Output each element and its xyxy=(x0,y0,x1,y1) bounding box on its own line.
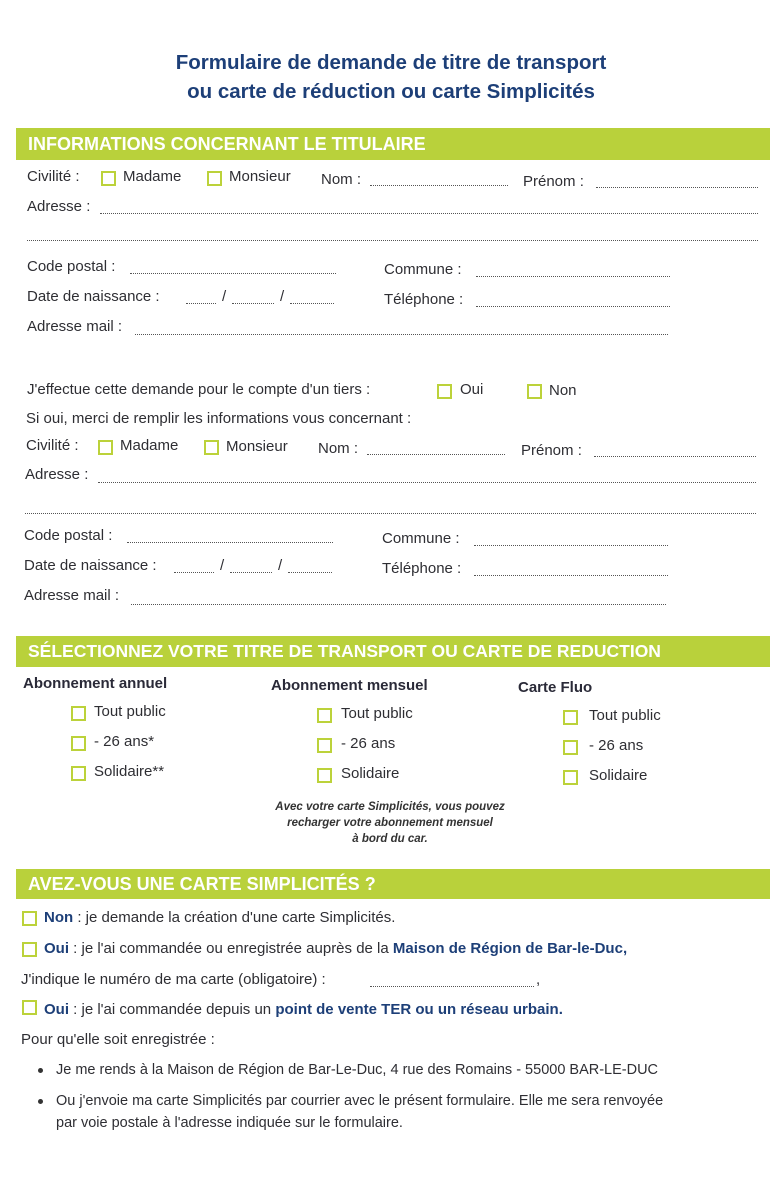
bullet-2-text-line1: Ou j'envoie ma carte Simplicités par courrier avec le présent formulaire. Elle me sera renvoyée xyxy=(56,1093,664,1109)
form-title-line2: ou carte de réduction ou carte Simplicités xyxy=(187,80,595,103)
form-title-line1: Formulaire de demande de titre de transport xyxy=(175,51,607,74)
requester-birth-year-field[interactable] xyxy=(288,572,332,573)
abonnement-annuel-title: Abonnement annuel xyxy=(23,675,168,692)
date-naissance-label: Date de naissance : xyxy=(24,557,157,574)
requester-code-postal-field[interactable] xyxy=(127,542,333,543)
option-label: Tout public xyxy=(341,705,413,722)
holder-birth-year-field[interactable] xyxy=(290,303,334,304)
simplicites-non-checkbox[interactable] xyxy=(22,911,37,926)
option-label: - 26 ans xyxy=(341,735,396,752)
simplicites-note-line3: à bord du car. xyxy=(352,833,428,845)
civilite-label: Civilité : xyxy=(26,437,79,454)
oui-maison-text: : je l'ai commandée ou enregistrée auprès de la xyxy=(73,940,389,957)
simplicites-oui-ter-checkbox[interactable] xyxy=(22,1000,37,1015)
holder-prenom-field[interactable] xyxy=(596,187,758,188)
adresse-label: Adresse : xyxy=(27,198,91,215)
monsieur-label: Monsieur xyxy=(229,168,291,185)
option-label: Solidaire** xyxy=(94,763,165,780)
adresse-mail-label: Adresse mail : xyxy=(24,587,120,604)
fluo-moins-26-checkbox[interactable] xyxy=(563,740,578,755)
tiers-oui-checkbox[interactable] xyxy=(437,384,452,399)
abonnement-mensuel-title: Abonnement mensuel xyxy=(271,677,428,694)
oui-label: Oui xyxy=(44,1001,69,1018)
mensuel-moins-26-checkbox[interactable] xyxy=(317,738,332,753)
tiers-instructions: Si oui, merci de remplir les informations vous concernant : xyxy=(26,410,412,427)
oui-label: Oui xyxy=(460,381,484,398)
requester-email-field[interactable] xyxy=(131,604,666,605)
fluo-solidaire-checkbox[interactable] xyxy=(563,770,578,785)
option-label: Tout public xyxy=(589,707,661,724)
carte-number-comma: , xyxy=(536,971,541,988)
date-separator: / xyxy=(278,557,283,574)
holder-adresse-field-2[interactable] xyxy=(27,240,758,241)
non-text: : je demande la création d'une carte Simplicités. xyxy=(77,909,396,926)
commune-label: Commune : xyxy=(382,530,460,547)
annuel-tout-public-checkbox[interactable] xyxy=(71,706,86,721)
option-label: - 26 ans xyxy=(589,737,644,754)
pour-quelle-text: Pour qu'elle soit enregistrée : xyxy=(21,1031,215,1048)
requester-prenom-field[interactable] xyxy=(594,456,756,457)
requester-adresse-field[interactable] xyxy=(98,482,756,483)
holder-nom-field[interactable] xyxy=(370,185,508,186)
prenom-label: Prénom : xyxy=(521,442,582,459)
telephone-label: Téléphone : xyxy=(384,291,464,308)
requester-telephone-field[interactable] xyxy=(474,575,668,576)
simplicites-note-line2: recharger votre abonnement mensuel xyxy=(287,817,493,829)
bullet-dot xyxy=(38,1099,43,1104)
carte-number-field[interactable] xyxy=(370,986,534,987)
requester-nom-field[interactable] xyxy=(367,454,505,455)
holder-telephone-field[interactable] xyxy=(476,306,670,307)
holder-adresse-field[interactable] xyxy=(100,213,758,214)
code-postal-label: Code postal : xyxy=(27,258,116,275)
adresse-mail-label: Adresse mail : xyxy=(27,318,123,335)
oui-label: Oui xyxy=(44,940,69,957)
simplicites-note-line1: Avec votre carte Simplicités, vous pouvez xyxy=(275,801,505,813)
requester-birth-day-field[interactable] xyxy=(174,572,214,573)
simplicites-non-line xyxy=(44,909,395,927)
date-naissance-label: Date de naissance : xyxy=(27,288,160,305)
monsieur-label: Monsieur xyxy=(226,438,288,455)
section-simplicites-heading: AVEZ-VOUS UNE CARTE SIMPLICITÉS ? xyxy=(16,869,770,899)
fluo-tout-public-checkbox[interactable] xyxy=(563,710,578,725)
civilite-label: Civilité : xyxy=(27,168,80,185)
date-separator: / xyxy=(280,288,285,305)
option-label: - 26 ans* xyxy=(94,733,155,750)
option-label: Tout public xyxy=(94,703,166,720)
requester-adresse-field-2[interactable] xyxy=(25,513,756,514)
section-title-selection-heading: SÉLECTIONNEZ VOTRE TITRE DE TRANSPORT OU CARTE DE REDUCTION xyxy=(16,636,770,667)
requester-madame-checkbox[interactable] xyxy=(98,440,113,455)
holder-commune-field[interactable] xyxy=(476,276,670,277)
non-label: Non xyxy=(44,909,74,926)
holder-birth-day-field[interactable] xyxy=(186,303,216,304)
mensuel-tout-public-checkbox[interactable] xyxy=(317,708,332,723)
annuel-moins-26-checkbox[interactable] xyxy=(71,736,86,751)
carte-number-label: J'indique le numéro de ma carte (obligatoire) : xyxy=(21,971,326,988)
prenom-label: Prénom : xyxy=(523,173,584,190)
mensuel-solidaire-checkbox[interactable] xyxy=(317,768,332,783)
requester-monsieur-checkbox[interactable] xyxy=(204,440,219,455)
holder-madame-checkbox[interactable] xyxy=(101,171,116,186)
requester-commune-field[interactable] xyxy=(474,545,668,546)
commune-label: Commune : xyxy=(384,261,462,278)
date-separator: / xyxy=(220,557,225,574)
oui-ter-bold: point de vente TER ou un réseau urbain. xyxy=(275,1001,563,1018)
carte-fluo-title: Carte Fluo xyxy=(518,679,593,696)
option-label: Solidaire xyxy=(341,765,400,782)
holder-birth-month-field[interactable] xyxy=(232,303,274,304)
option-label: Solidaire xyxy=(589,767,648,784)
madame-label: Madame xyxy=(123,168,182,185)
bullet-dot xyxy=(38,1068,43,1073)
oui-ter-text: : je l'ai commandée depuis un xyxy=(73,1001,272,1018)
date-separator: / xyxy=(222,288,227,305)
nom-label: Nom : xyxy=(321,171,362,188)
bullet-2-text-line2: par voie postale à l'adresse indiquée sur le formulaire. xyxy=(56,1115,403,1131)
section-holder-info-heading: INFORMATIONS CONCERNANT LE TITULAIRE xyxy=(16,128,770,160)
simplicites-oui-maison-checkbox[interactable] xyxy=(22,942,37,957)
code-postal-label: Code postal : xyxy=(24,527,113,544)
simplicites-oui-maison-line xyxy=(44,940,627,958)
oui-maison-bold: Maison de Région de Bar-le-Duc, xyxy=(392,940,628,957)
holder-code-postal-field[interactable] xyxy=(130,273,336,274)
requester-birth-month-field[interactable] xyxy=(230,572,272,573)
madame-label: Madame xyxy=(120,437,179,454)
non-label: Non xyxy=(549,382,577,399)
simplicites-oui-ter-line xyxy=(44,1001,563,1019)
tiers-question: J'effectue cette demande pour le compte d'un tiers : xyxy=(27,381,371,398)
telephone-label: Téléphone : xyxy=(382,560,462,577)
holder-monsieur-checkbox[interactable] xyxy=(207,171,222,186)
bullet-1-text: Je me rends à la Maison de Région de Bar-Le-Duc, 4 rue des Romains - 55000 BAR-LE-DUC xyxy=(56,1062,659,1078)
tiers-non-checkbox[interactable] xyxy=(527,384,542,399)
adresse-label: Adresse : xyxy=(25,466,89,483)
nom-label: Nom : xyxy=(318,440,359,457)
annuel-solidaire-checkbox[interactable] xyxy=(71,766,86,781)
holder-email-field[interactable] xyxy=(135,334,668,335)
